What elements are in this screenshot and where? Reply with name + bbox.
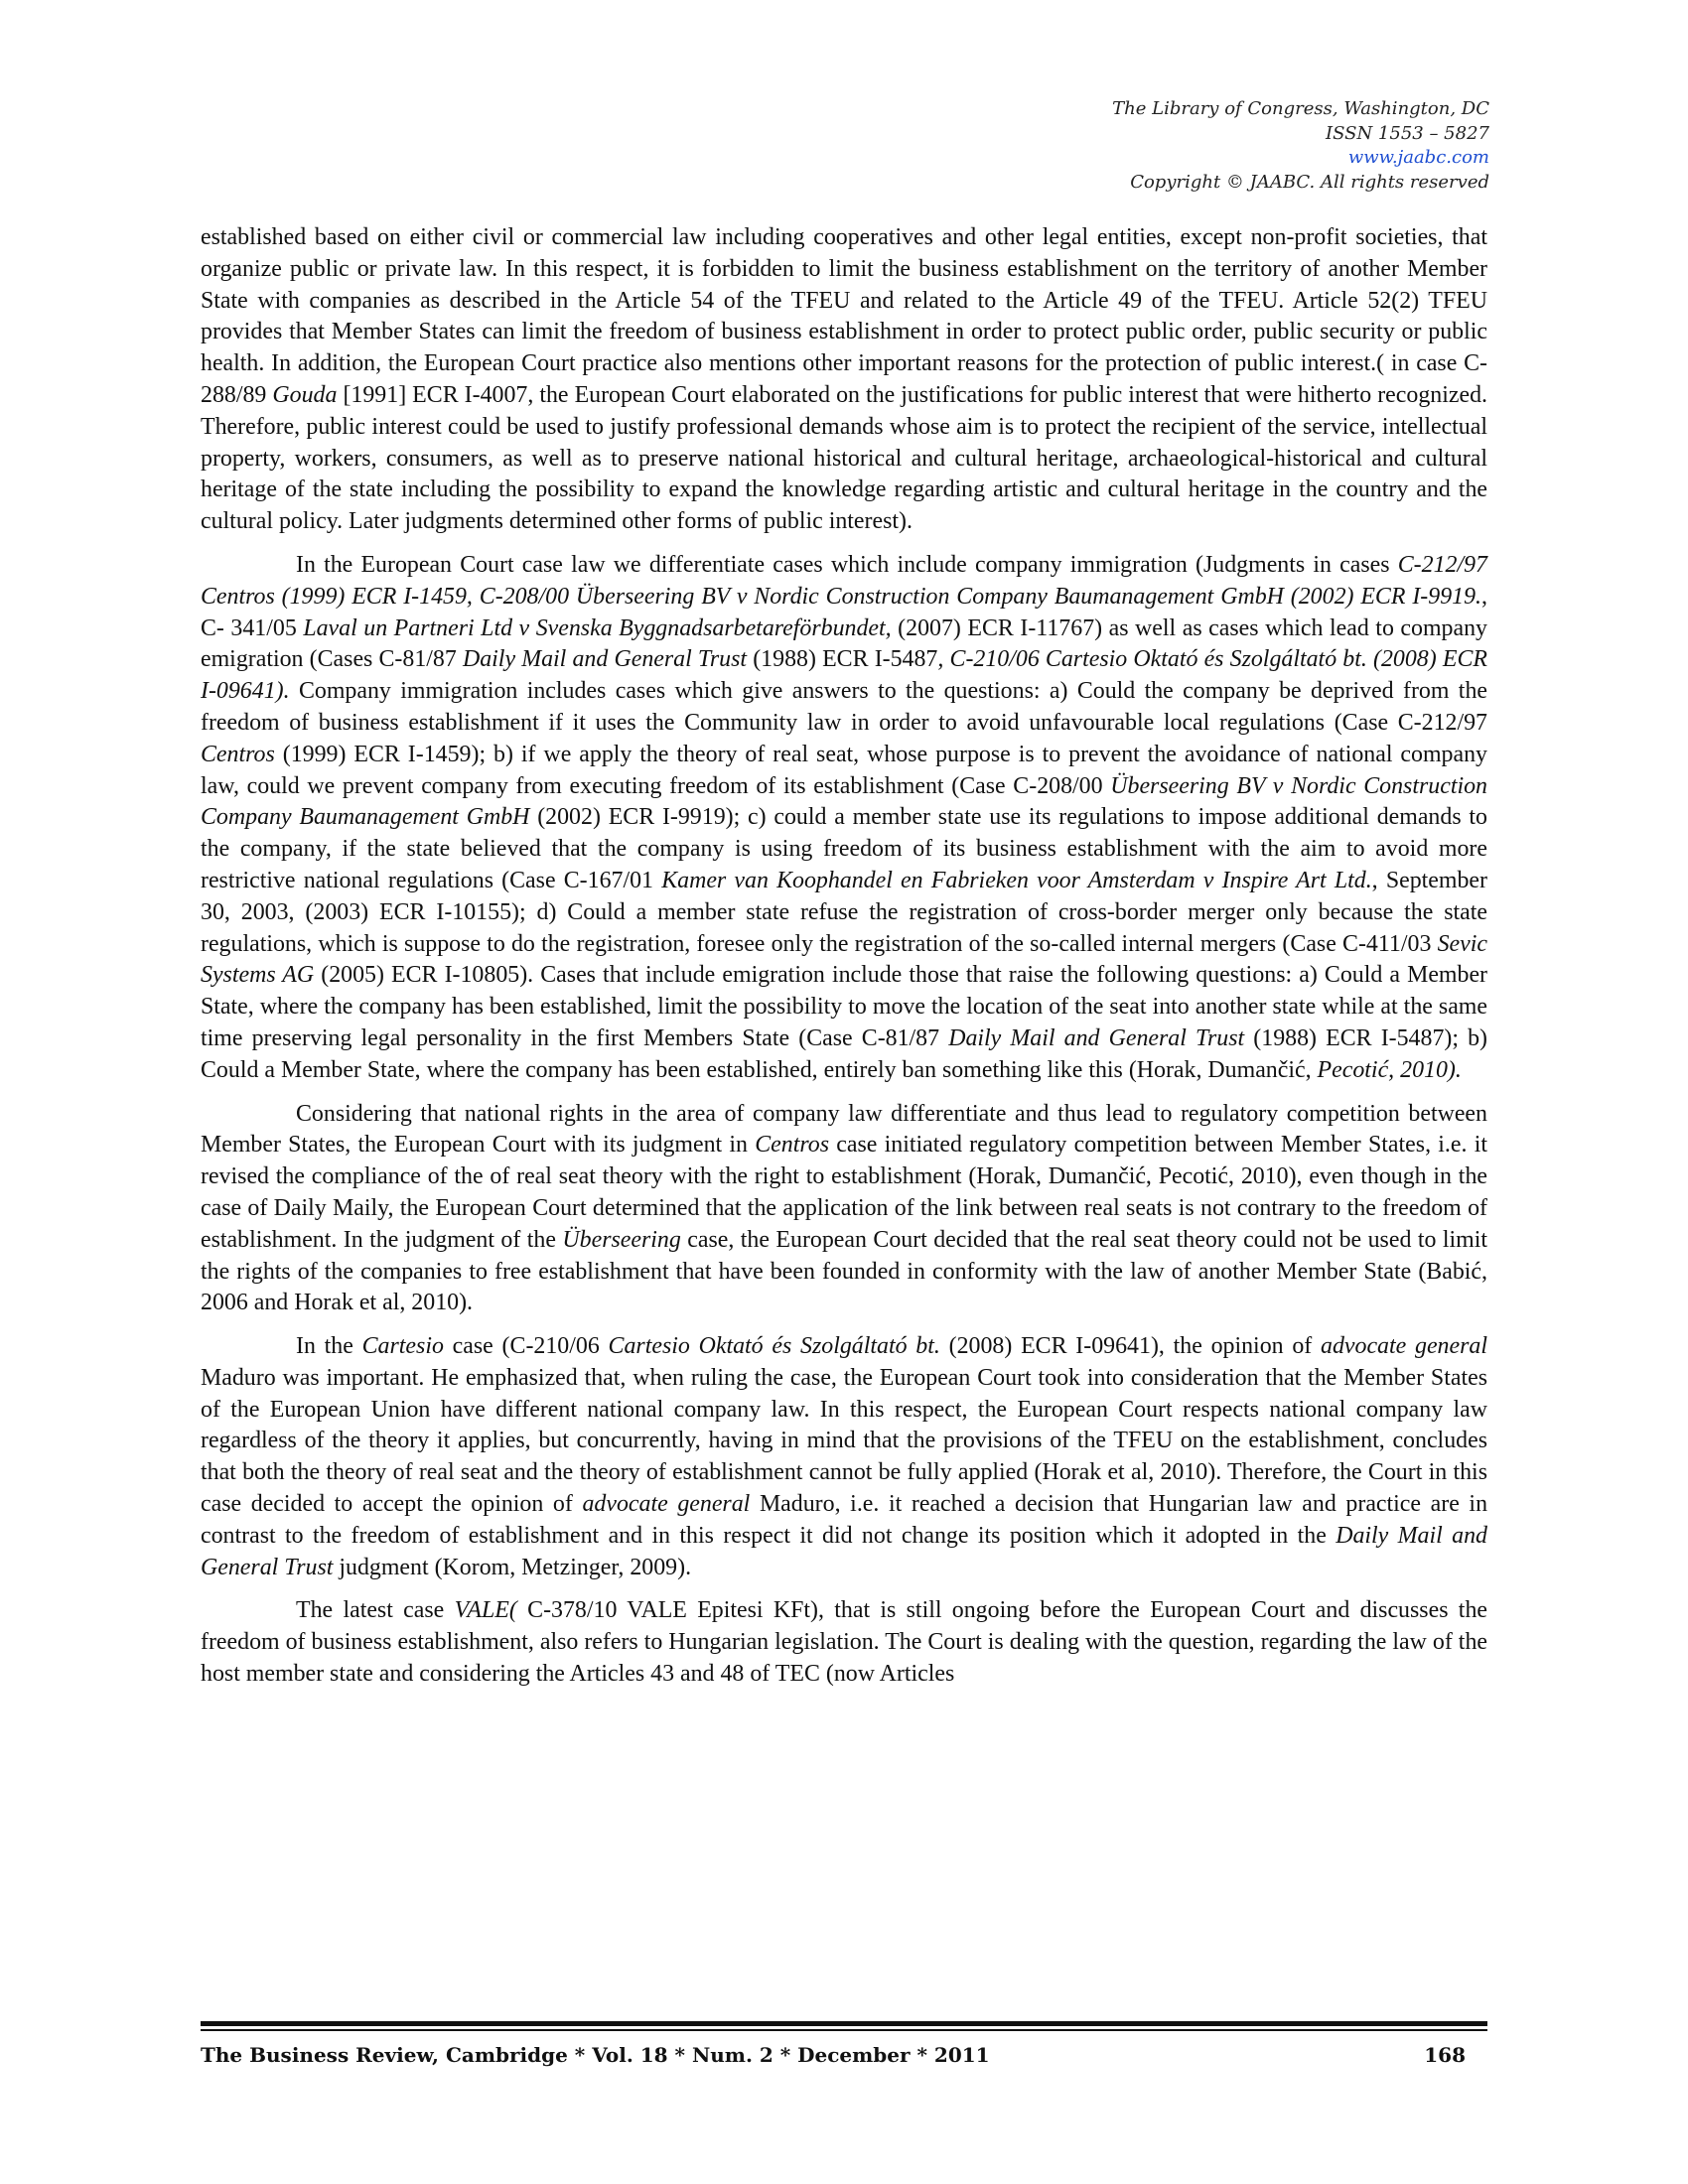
page-number: 168 xyxy=(1424,2043,1466,2067)
header-issn: ISSN 1553 – 5827 xyxy=(1326,122,1489,144)
footer-journal-info: The Business Review, Cambridge * Vol. 18 * Num. 2 * December * 2011 xyxy=(201,2043,990,2067)
body-text xyxy=(201,222,1487,1703)
page-header xyxy=(794,97,1489,195)
paragraph-2: In the European Court case law we differentiate cases which include company immigration (Judgments in cases C-212/97 Centros (1999) ECR I-1459, C-208/00 Überseering BV v Nordic Construction Company Baumanagement GmbH (2002) ECR I-9919., C- 341/05 Laval un Partneri Ltd v Svenska Byggnadsarbetareförbundet, (2007) ECR I-11767) as well as cases which lead to company emigration (Cases C-81/87 Daily Mail and General Trust (1988) ECR I-5487, C-210/06 Cartesio Oktató és Szolgáltató bt. (2008) ECR I-09641). Company immigration includes cases which give answers to the questions: a) Could the company be deprived from the freedom of business establishment if it uses the Community law in order to avoid unfavourable local regulations (Case C-212/97 Centros (1999) ECR I-1459); b) if we apply the theory of real seat, whose purpose is to prevent the avoidance of national company law, could we prevent company from executing freedom of its establishment (Case C-208/00 Überseering BV v Nordic Construction Company Baumanagement GmbH (2002) ECR I-9919); c) could a member state use its regulations to impose additional demands to the company, if the state believed that the company is using freedom of its business establishment with the aim to avoid more restrictive national regulations (Case C-167/01 Kamer van Koophandel en Fabrieken voor Amsterdam v Inspire Art Ltd., September 30, 2003, (2003) ECR I-10155); d) Could a member state refuse the registration of cross-border merger only because the state regulations, which is suppose to do the registration, foresee only the registration of the so-called internal mergers (Case C-411/03 Sevic Systems AG (2005) ECR I-10805). Cases that include emigration include those that raise the following questions: a) Could a Member State, where the company has been established, limit the possibility to move the location of the seat into another state while at the same time preserving legal personality in the first Members State (Case C-81/87 Daily Mail and General Trust (1988) ECR I-5487); b) Could a Member State, where the company has been established, entirely ban something like this (Horak, Dumančić, Pecotić, 2010). xyxy=(201,551,1488,1083)
header-library: The Library of Congress, Washington, DC xyxy=(1112,98,1489,119)
paragraph-5: The latest case VALE( C-378/10 VALE Epitesi KFt), that is still ongoing before the European Court and discusses the freedom of business establishment, also refers to Hungarian legislation. The Court is dealing with the question, regarding the law of the host member state and considering the Articles 43 and 48 of TEC (now Articles xyxy=(201,1597,1487,1688)
paragraph-4: In the Cartesio case (C-210/06 Cartesio Oktató és Szolgáltató bt. (2008) ECR I-09641), the opinion of advocate general Maduro was important. He emphasized that, when ruling the case, the European Court took into consideration that the Member States of the European Union have different national company law. In this respect, the European Court respects national company law regardless of the theory it applies, but concurrently, having in mind that the provisions of the TFEU on the establishment, concludes that both the theory of real seat and the theory of establishment cannot be fully applied (Horak et al, 2010). Therefore, the Court in this case decided to accept the opinion of advocate general Maduro, i.e. it reached a decision that Hungarian law and practice are in contrast to the freedom of establishment and in this respect it did not change its position which it adopted in the Daily Mail and General Trust judgment (Korom, Metzinger, 2009). xyxy=(201,1333,1488,1580)
header-url-link[interactable]: www.jaabc.com xyxy=(1347,147,1489,168)
footer-rule-thin xyxy=(201,2029,1487,2031)
paragraph-1: established based on either civil or commercial law including cooperatives and other legal entities, except non-profit societies, that organize public or private law. In this respect, it is forbidden to limit the business establishment on the territory of another Member State with companies as described in the Article 54 of the TFEU and related to the Article 49 of the TFEU. Article 52(2) TFEU provides that Member States can limit the freedom of business establishment in order to protect public order, public security or public health. In addition, the European Court practice also mentions other important reasons for the protection of public interest.( in case C-288/89 Gouda [1991] ECR I-4007, the European Court elaborated on the justifications for public interest that were hitherto recognized. Therefore, public interest could be used to justify professional demands whose aim is to protect the recipient of the service, intellectual property, workers, consumers, as well as to preserve national historical and cultural heritage, archaeological-historical and cultural heritage of the state including the possibility to expand the knowledge regarding artistic and cultural heritage in the country and the cultural policy. Later judgments determined other forms of public interest). xyxy=(201,224,1487,535)
footer-rule-thick xyxy=(201,2021,1487,2026)
header-copyright: Copyright © JAABC. All rights reserved xyxy=(1130,171,1489,193)
paragraph-3: Considering that national rights in the area of company law differentiate and thus lead to regulatory competition between Member States, the European Court with its judgment in Centros case initiated regulatory competition between Member States, i.e. it revised the compliance of the of real seat theory with the right to establishment (Horak, Dumančić, Pecotić, 2010), even though in the case of Daily Maily, the European Court determined that the application of the link between real seats is not contrary to the freedom of establishment. In the judgment of the Überseering case, the European Court decided that the real seat theory could not be used to limit the rights of the companies to free establishment that have been founded in conformity with the law of another Member State (Babić, 2006 and Horak et al, 2010). xyxy=(201,1100,1487,1316)
